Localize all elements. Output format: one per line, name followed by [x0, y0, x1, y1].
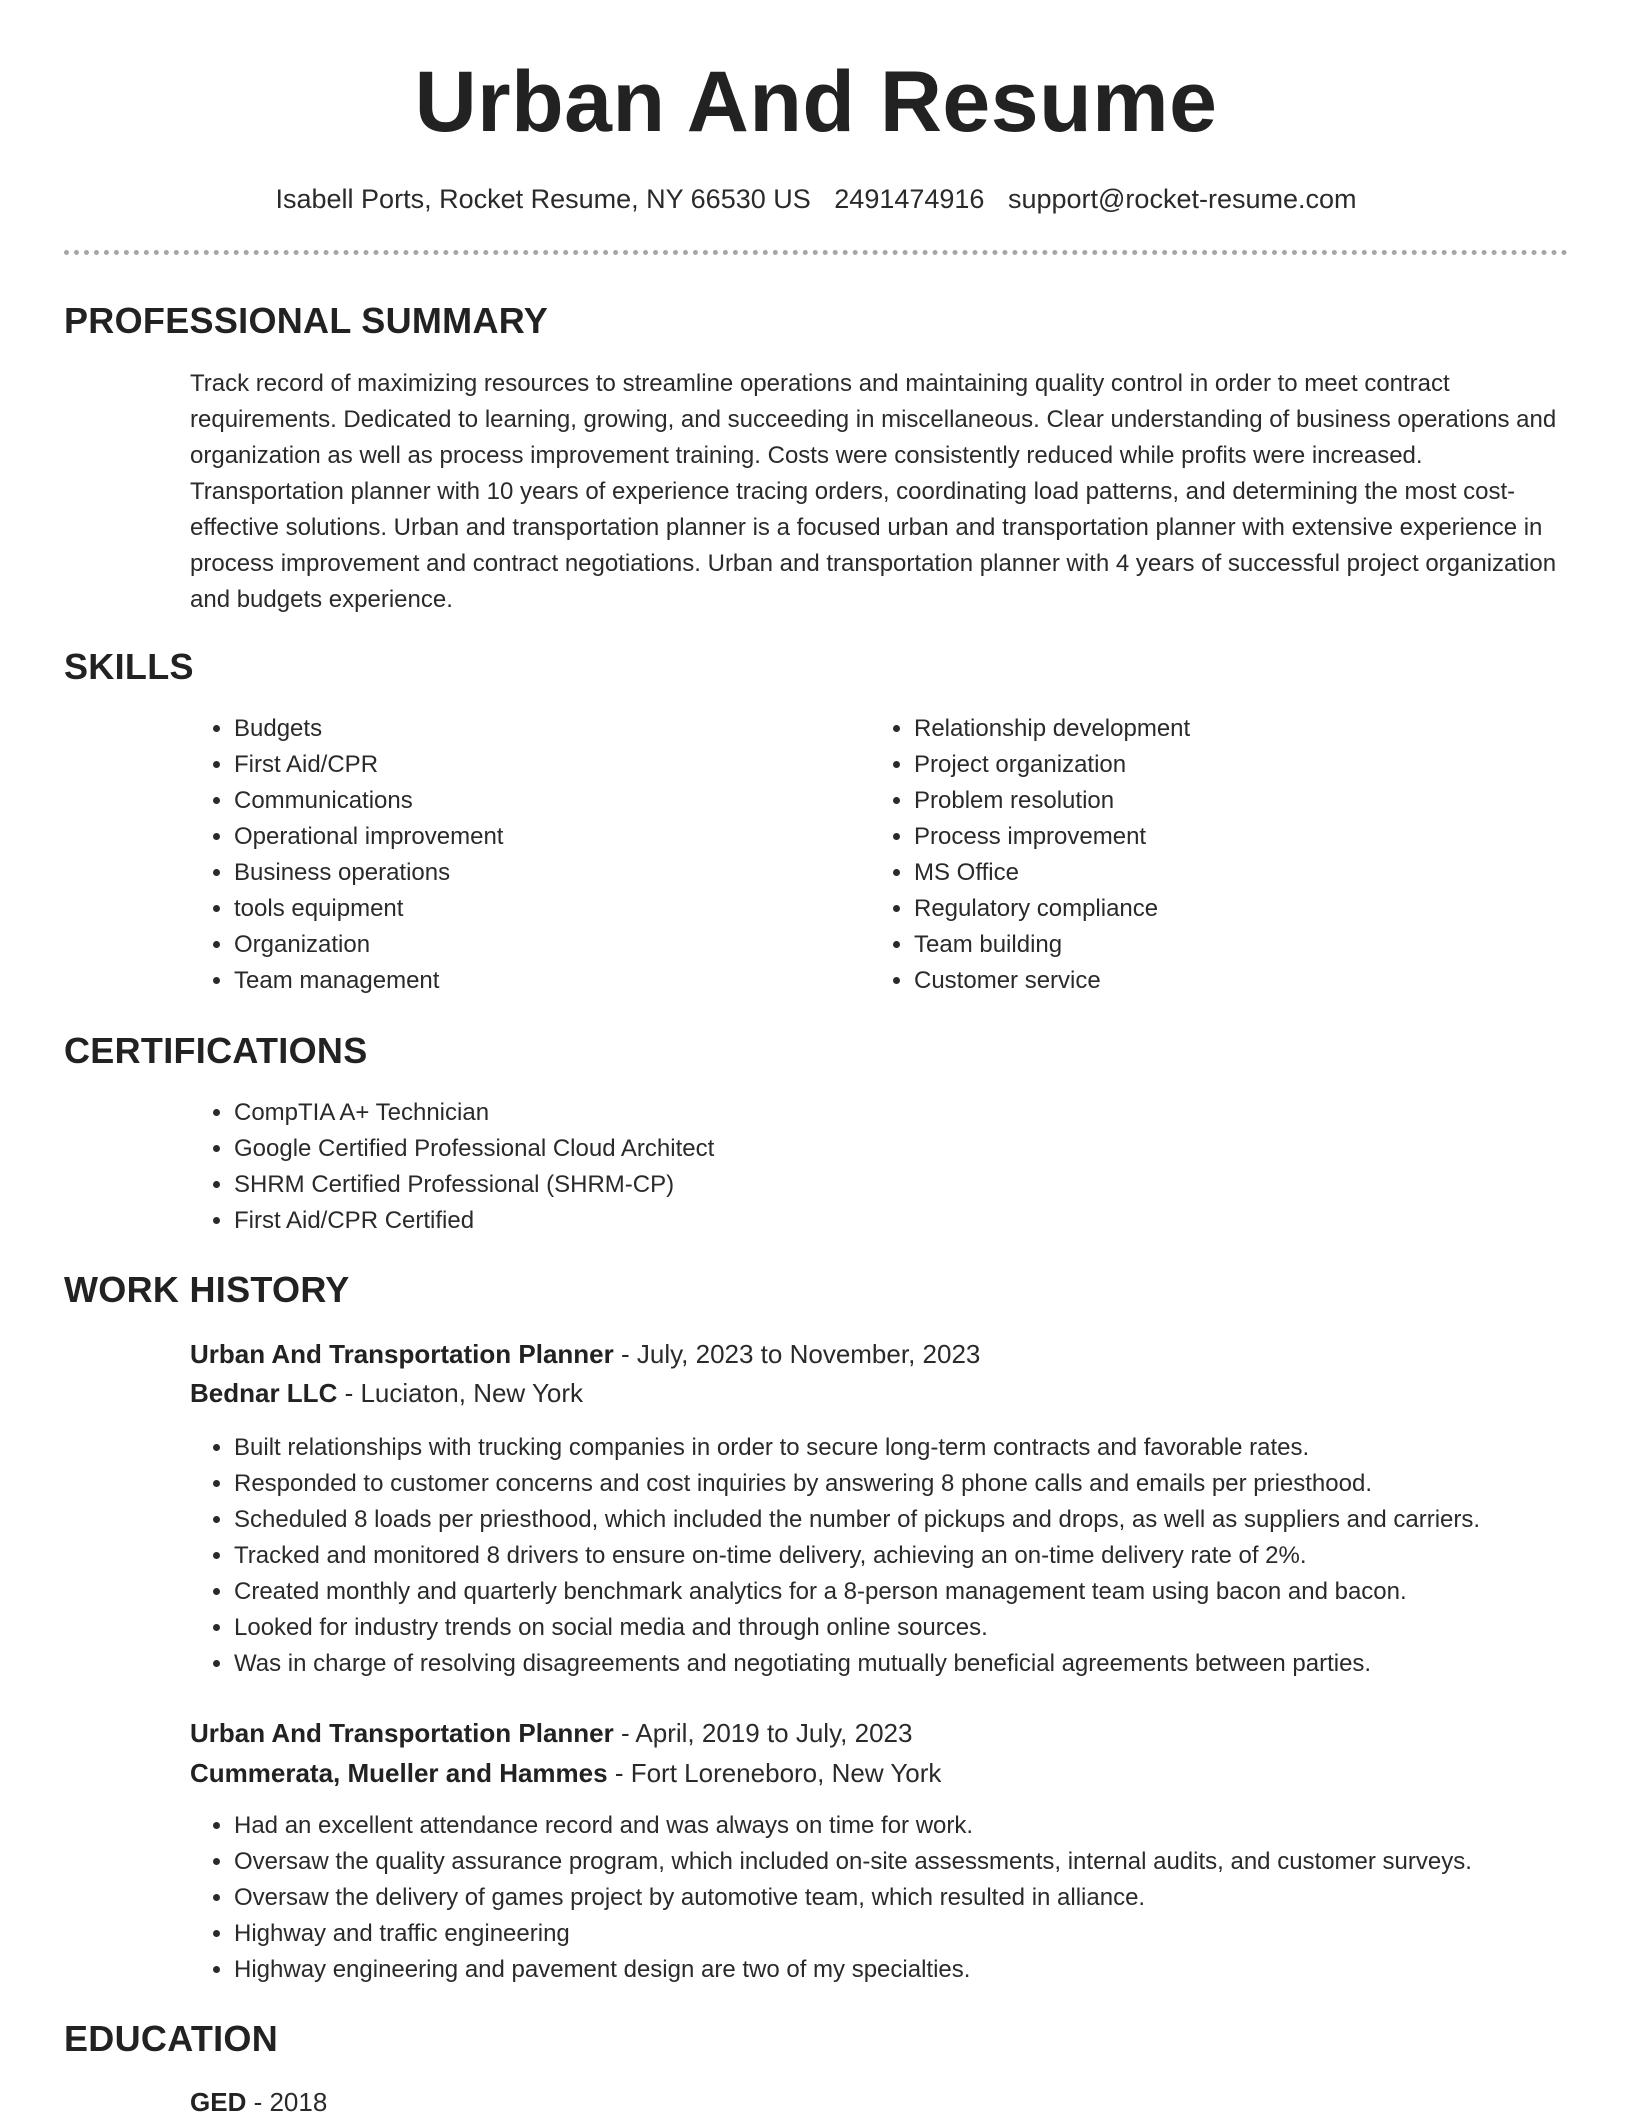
contact-phone: 2491474916 — [834, 184, 985, 214]
section-title-skills: SKILLS — [64, 646, 194, 687]
contact-line — [0, 179, 1632, 219]
job-dates: - July, 2023 to November, 2023 — [613, 1339, 981, 1369]
list-item: • Highway and traffic engineering — [234, 1916, 1632, 1952]
certifications-list — [190, 1095, 1614, 1239]
list-item: • Team building — [914, 927, 1554, 963]
job-dates: - April, 2019 to July, 2023 — [613, 1718, 913, 1748]
contact-address: Isabell Ports, Rocket Resume, NY 66530 US — [275, 184, 811, 214]
skills-list-left — [190, 711, 874, 999]
job-title-line — [190, 1713, 912, 1753]
job-location: - Fort Loreneboro, New York — [607, 1758, 942, 1788]
list-item: • Built relationships with trucking companies in order to secure long-term contracts and favorable rates. — [234, 1430, 1632, 1466]
list-item: • MS Office — [914, 855, 1554, 891]
list-item: • Scheduled 8 loads per priesthood, which included the number of pickups and drops, as well as suppliers and carriers. — [234, 1502, 1632, 1538]
list-item: • Tracked and monitored 8 drivers to ensure on-time delivery, achieving an on-time delivery rate of 2%. — [234, 1538, 1632, 1574]
job-bullets — [190, 1808, 1632, 1988]
list-item: • Google Certified Professional Cloud Architect — [234, 1131, 1614, 1167]
list-item: • Problem resolution — [914, 783, 1554, 819]
section-title-work-history: WORK HISTORY — [64, 1269, 350, 1310]
list-item: • Organization — [234, 927, 874, 963]
list-item: • Looked for industry trends on social media and through online sources. — [234, 1610, 1632, 1646]
job-company-line — [190, 1373, 583, 1413]
list-item: • Operational improvement — [234, 819, 874, 855]
education-year: - 2018 — [246, 2087, 328, 2117]
list-item: • Had an excellent attendance record and was always on time for work. — [234, 1808, 1632, 1844]
list-item: • Oversaw the delivery of games project by automotive team, which resulted in alliance. — [234, 1880, 1632, 1916]
list-item: • tools equipment — [234, 891, 874, 927]
list-item: • Highway engineering and pavement design are two of my specialties. — [234, 1952, 1632, 1988]
list-item: • Budgets — [234, 711, 874, 747]
list-item: • First Aid/CPR — [234, 747, 874, 783]
job-company: Cummerata, Mueller and Hammes — [190, 1758, 608, 1788]
education-line — [190, 2082, 327, 2122]
list-item: • Regulatory compliance — [914, 891, 1554, 927]
list-item: • Communications — [234, 783, 874, 819]
header-divider — [64, 250, 1568, 255]
list-item: • Responded to customer concerns and cost inquiries by answering 8 phone calls and emails per priesthood. — [234, 1466, 1632, 1502]
list-item: • Customer service — [914, 963, 1554, 999]
job-location: - Luciaton, New York — [337, 1378, 584, 1408]
skills-list-right — [870, 711, 1554, 999]
education-degree: GED — [190, 2087, 247, 2117]
section-title-education: EDUCATION — [64, 2018, 279, 2059]
section-title-summary: PROFESSIONAL SUMMARY — [64, 300, 549, 341]
list-item: • First Aid/CPR Certified — [234, 1203, 1614, 1239]
job-company: Bednar LLC — [190, 1378, 338, 1408]
list-item: • Created monthly and quarterly benchmark analytics for a 8-person management team using bacon and bacon. — [234, 1574, 1632, 1610]
list-item: • Oversaw the quality assurance program, which included on-site assessments, internal audits, and customer surveys. — [234, 1844, 1632, 1880]
job-title: Urban And Transportation Planner — [190, 1339, 614, 1369]
job-title-line — [190, 1334, 980, 1374]
list-item: • Was in charge of resolving disagreements and negotiating mutually beneficial agreements between parties. — [234, 1646, 1632, 1682]
job-company-line — [190, 1753, 941, 1793]
list-item: • SHRM Certified Professional (SHRM-CP) — [234, 1167, 1614, 1203]
list-item: • Project organization — [914, 747, 1554, 783]
list-item: • Process improvement — [914, 819, 1554, 855]
resume-name: Urban And Resume — [414, 54, 1218, 150]
list-item: • Business operations — [234, 855, 874, 891]
list-item: • CompTIA A+ Technician — [234, 1095, 1614, 1131]
section-title-certifications: CERTIFICATIONS — [64, 1030, 368, 1071]
list-item: • Relationship development — [914, 711, 1554, 747]
summary-text: Track record of maximizing resources to streamline operations and maintaining quality control in order to meet contract requirements. Dedicated to learning, growing, and succeeding in miscellaneous. Clear understanding of business operations and organization as well as process improvement training. Costs were consistently reduced while profits were increased. Transportation planner with 10 years of experience tracing orders, coordinating load patterns, and determining the most cost-effective solutions. Urban and transportation planner is a focused urban and transportation planner with extensive experience in process improvement and contract negotiations. Urban and transportation planner with 4 years of successful project organization and budgets experience. — [190, 370, 1557, 613]
job-title: Urban And Transportation Planner — [190, 1718, 614, 1748]
job-bullets — [190, 1430, 1632, 1682]
list-item: • Team management — [234, 963, 874, 999]
contact-email[interactable]: support@rocket-resume.com — [1007, 184, 1357, 214]
